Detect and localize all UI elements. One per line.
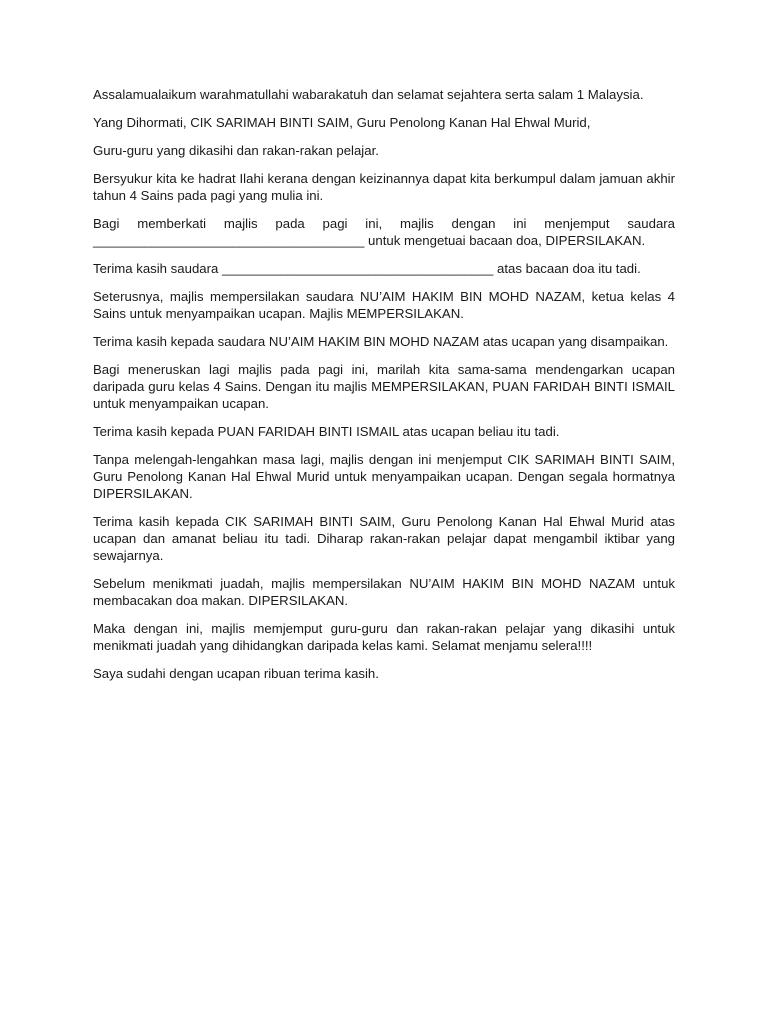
- paragraph-senior-teacher-thanks: Terima kasih kepada CIK SARIMAH BINTI SAIM, Guru Penolong Kanan Hal Ehwal Murid atas ucapan dan amanat beliau itu tadi. Diharap rakan-rakan pelajar dapat mengambil iktibar yang sewajarnya.: [93, 514, 675, 563]
- paragraph-audience: Guru-guru yang dikasihi dan rakan-rakan pelajar.: [93, 143, 379, 158]
- paragraph-prayer-invite: Bagi memberkati majlis pada pagi ini, majlis dengan ini menjemput saudara _____________________________________ untuk mengetuai bacaan doa, DIPERSILAKAN.: [93, 216, 675, 248]
- paragraph-closing: Saya sudahi dengan ucapan ribuan terima kasih.: [93, 666, 379, 681]
- paragraph-class-leader-thanks: Terima kasih kepada saudara NU’AIM HAKIM BIN MOHD NAZAM atas ucapan yang disampaikan.: [93, 334, 669, 349]
- paragraph-gratitude: Bersyukur kita ke hadrat Ilahi kerana dengan keizinannya dapat kita berkumpul dalam jamuan akhir tahun 4 Sains pada pagi yang mulia ini.: [93, 171, 675, 203]
- paragraph-teacher-thanks: Terima kasih kepada PUAN FARIDAH BINTI ISMAIL atas ucapan beliau itu tadi.: [93, 424, 560, 439]
- document-body: [93, 86, 675, 693]
- paragraph-senior-teacher-invite: Tanpa melengah-lengahkan masa lagi, majlis dengan ini menjemput CIK SARIMAH BINTI SAIM, Guru Penolong Kanan Hal Ehwal Murid untuk menyampaikan ucapan. Dengan segala hormatnya DIPERSILAKAN.: [93, 452, 675, 501]
- paragraph-meal-invite: Maka dengan ini, majlis memjemput guru-guru dan rakan-rakan pelajar yang dikasihi untuk menikmati juadah yang dihidangkan daripada kelas kami. Selamat menjamu selera!!!!: [93, 621, 675, 653]
- paragraph-honoured-guest: Yang Dihormati, CIK SARIMAH BINTI SAIM, Guru Penolong Kanan Hal Ehwal Murid,: [93, 115, 591, 130]
- paragraph-teacher-invite: Bagi meneruskan lagi majlis pada pagi ini, marilah kita sama-sama mendengarkan ucapan daripada guru kelas 4 Sains. Dengan itu majlis MEMPERSILAKAN, PUAN FARIDAH BINTI ISMAIL untuk menyampaikan ucapan.: [93, 362, 675, 411]
- paragraph-meal-prayer: Sebelum menikmati juadah, majlis mempersilakan NU’AIM HAKIM BIN MOHD NAZAM untuk membacakan doa makan. DIPERSILAKAN.: [93, 576, 675, 608]
- paragraph-greeting: Assalamualaikum warahmatullahi wabarakatuh dan selamat sejahtera serta salam 1 Malaysia.: [93, 87, 644, 102]
- paragraph-prayer-thanks: Terima kasih saudara _____________________________________ atas bacaan doa itu tadi.: [93, 261, 641, 276]
- paragraph-class-leader-invite: Seterusnya, majlis mempersilakan saudara NU’AIM HAKIM BIN MOHD NAZAM, ketua kelas 4 Sains untuk menyampaikan ucapan. Majlis MEMPERSILAKAN.: [93, 289, 675, 321]
